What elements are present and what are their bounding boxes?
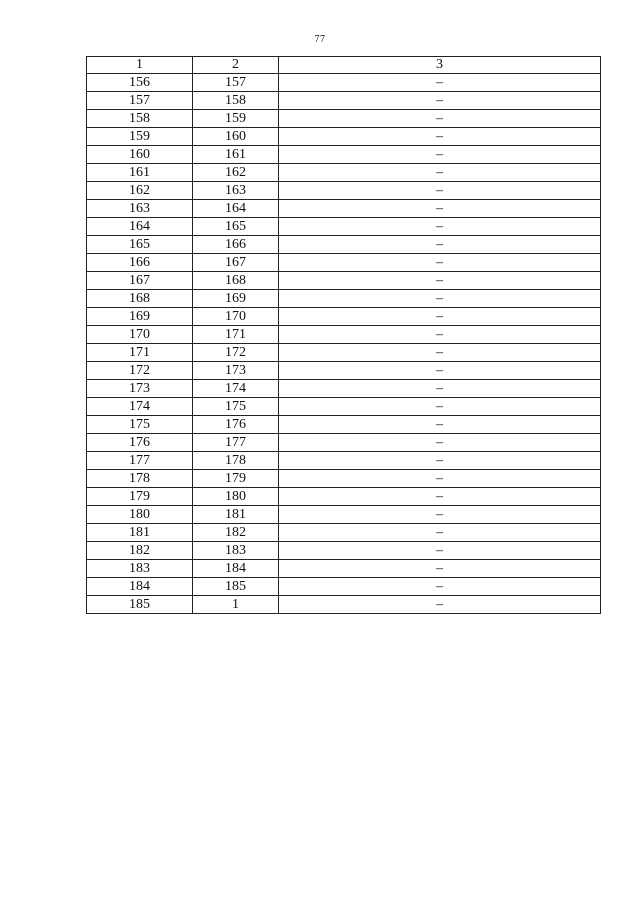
table-cell: 185 [87,596,193,614]
table-cell: 160 [193,128,279,146]
table-cell: – [279,74,601,92]
table-cell: – [279,128,601,146]
table-cell: 174 [193,380,279,398]
table-cell: 157 [87,92,193,110]
table-row [87,560,601,578]
table-cell: – [279,542,601,560]
column-header: 1 [87,57,193,74]
table-row [87,110,601,128]
table-cell: 181 [193,506,279,524]
table-row [87,128,601,146]
table-cell: 182 [87,542,193,560]
table-cell: 158 [193,92,279,110]
table-cell: 172 [193,344,279,362]
table-cell: 168 [193,272,279,290]
table-cell: 180 [87,506,193,524]
table-cell: 163 [87,200,193,218]
table-cell: 173 [87,380,193,398]
column-header: 2 [193,57,279,74]
table-cell: 161 [193,146,279,164]
table-cell: 161 [87,164,193,182]
table-cell: – [279,290,601,308]
table-row [87,200,601,218]
table-cell: 169 [87,308,193,326]
table-cell: 175 [87,416,193,434]
table-cell: – [279,452,601,470]
table-row [87,380,601,398]
table-cell: 181 [87,524,193,542]
table-cell: 159 [87,128,193,146]
table-row [87,578,601,596]
table-row [87,488,601,506]
table-row [87,416,601,434]
table-cell: 160 [87,146,193,164]
table-cell: – [279,596,601,614]
table-cell: 166 [87,254,193,272]
table-row [87,398,601,416]
table-cell: 167 [193,254,279,272]
table-cell: 162 [87,182,193,200]
table-cell: 162 [193,164,279,182]
table-cell: – [279,254,601,272]
table-cell: 178 [193,452,279,470]
table-cell: – [279,326,601,344]
table-cell: – [279,308,601,326]
page-number: 77 [314,34,326,45]
table-cell: 171 [193,326,279,344]
table-cell: 167 [87,272,193,290]
table-cell: 176 [193,416,279,434]
table-cell: 172 [87,362,193,380]
table-cell: 185 [193,578,279,596]
table-cell: 177 [87,452,193,470]
table-cell: 171 [87,344,193,362]
table-row [87,344,601,362]
table-cell: 159 [193,110,279,128]
table-cell: 1 [193,596,279,614]
column-header: 3 [279,57,601,74]
table-row [87,236,601,254]
data-table [86,56,601,614]
table-cell: – [279,578,601,596]
table-row [87,326,601,344]
table-cell: 183 [87,560,193,578]
table-cell: 174 [87,398,193,416]
table-cell: 164 [193,200,279,218]
table-cell: 164 [87,218,193,236]
table-cell: 179 [193,470,279,488]
table-row [87,164,601,182]
table-row [87,146,601,164]
table-cell: – [279,164,601,182]
table-cell: – [279,380,601,398]
table-cell: 184 [193,560,279,578]
table-cell: 184 [87,578,193,596]
table-cell: 182 [193,524,279,542]
table-cell: – [279,434,601,452]
table-body [87,74,601,614]
table-row [87,434,601,452]
table-cell: – [279,218,601,236]
table-cell: 176 [87,434,193,452]
table-header-row [87,57,601,74]
table-cell: 168 [87,290,193,308]
table-row [87,542,601,560]
table-cell: – [279,200,601,218]
table-row [87,524,601,542]
table-cell: – [279,524,601,542]
table-row [87,290,601,308]
table-cell: – [279,362,601,380]
table-cell: – [279,146,601,164]
table-cell: – [279,236,601,254]
table-cell: – [279,488,601,506]
table-cell: 180 [193,488,279,506]
table-cell: 157 [193,74,279,92]
table-row [87,272,601,290]
table-cell: – [279,182,601,200]
table-row [87,452,601,470]
table-row [87,596,601,614]
table-cell: 179 [87,488,193,506]
table-cell: – [279,398,601,416]
table-cell: 165 [87,236,193,254]
table-cell: – [279,560,601,578]
table-cell: – [279,416,601,434]
table-cell: 183 [193,542,279,560]
table-row [87,182,601,200]
table-cell: – [279,272,601,290]
table-cell: 177 [193,434,279,452]
table-cell: – [279,506,601,524]
table-row [87,362,601,380]
table-cell: – [279,110,601,128]
table-cell: 178 [87,470,193,488]
table-cell: – [279,470,601,488]
table-cell: – [279,92,601,110]
table-cell: 166 [193,236,279,254]
table-row [87,470,601,488]
table-cell: 170 [193,308,279,326]
table-row [87,92,601,110]
table-row [87,254,601,272]
table-cell: 173 [193,362,279,380]
table-row [87,308,601,326]
table-row [87,74,601,92]
table-cell: 175 [193,398,279,416]
table-cell: 169 [193,290,279,308]
table-row [87,218,601,236]
table-cell: 165 [193,218,279,236]
table-cell: 158 [87,110,193,128]
table-cell: 170 [87,326,193,344]
table-cell: 163 [193,182,279,200]
table-cell: 156 [87,74,193,92]
table-row [87,506,601,524]
table-cell: – [279,344,601,362]
